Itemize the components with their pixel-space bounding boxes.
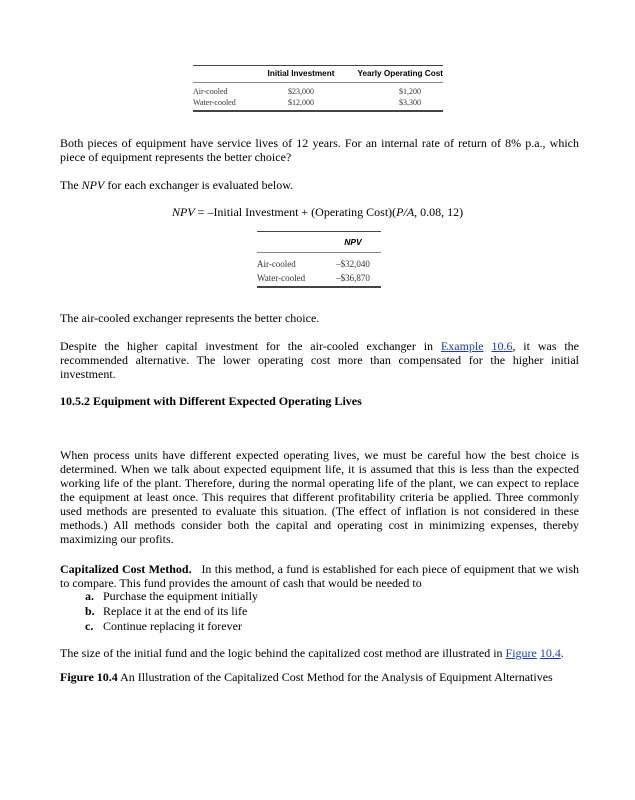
list-marker: b.	[85, 604, 95, 618]
capitalized-cost-title: Capitalized Cost Method.	[60, 562, 192, 576]
fund-post: .	[560, 646, 564, 660]
figure-caption-text: An Illustration of the Capitalized Cost Method for the Analysis of Equipment Alternatives	[117, 670, 553, 684]
table1-cell: $1,200	[399, 87, 421, 96]
npv-equation	[172, 205, 472, 219]
equation-lhs: NPV	[172, 205, 195, 219]
fund-list	[85, 589, 258, 634]
list-item	[85, 619, 258, 634]
fund-pre: The size of the initial fund and the logic behind the capitalized cost method are illustrated in	[60, 646, 506, 660]
table-row	[257, 271, 381, 287]
list-text: Continue replacing it forever	[103, 619, 242, 633]
table1-cell: $12,000	[255, 97, 347, 111]
equation-mid: = –Initial Investment + (Operating Cost)(	[194, 205, 397, 219]
table-row	[193, 83, 443, 98]
intro-paragraph: Both pieces of equipment have service lives of 12 years. For an internal rate of return of 8% p.a., which piece of equipment represents the better choice?	[60, 136, 579, 164]
table1-header-operating: Yearly Operating Cost	[347, 66, 443, 83]
table1-header-investment: Initial Investment	[255, 66, 347, 83]
operating-lives-paragraph: When process units have different expected operating lives, we must be careful how the best choice is determined. When we talk about expected equipment life, it is assumed that this is less than the expected working life of the plant. Therefore, during the normal operating life of the plant, we can expect to replace the equipment at least once. This requires that different profitability criteria be applied. Three commonly used methods are presented to evaluate this situation. (The effect of inflation is not considered in these methods.) All methods consider both the capital and operating cost in minimizing expenses, thereby maximizing our profits.	[60, 448, 579, 546]
npv-intro	[60, 178, 579, 192]
list-marker: a.	[85, 589, 94, 603]
capitalized-cost-paragraph	[60, 562, 579, 590]
table2-cell: Water-cooled	[257, 271, 325, 287]
list-text: Purchase the equipment initially	[103, 589, 258, 603]
figure-label: Figure 10.4	[60, 670, 118, 684]
figure-caption	[60, 670, 579, 684]
example-number-link[interactable]: 10.6	[491, 339, 513, 353]
equation-end: , 0.08, 12)	[414, 205, 464, 219]
fund-paragraph	[60, 646, 579, 660]
section-heading: 10.5.2 Equipment with Different Expected Operating Lives	[60, 394, 362, 408]
table2-cell: Air-cooled	[257, 259, 296, 269]
capitalized-cost-body: In this method, a fund is established for each piece of equipment that we wish to compare. This fund provides the amount of cash that would be needed to	[60, 562, 579, 590]
table1-cell: $23,000	[288, 87, 314, 96]
npv-table	[257, 231, 381, 288]
figure-link[interactable]: Figure	[505, 646, 537, 660]
investment-table	[193, 65, 443, 112]
list-item	[85, 589, 258, 604]
table-row	[193, 97, 443, 111]
table2-cell: –$36,870	[325, 271, 381, 287]
equation-pa: P/A	[396, 205, 415, 219]
table1-cell: $3,300	[347, 97, 443, 111]
example-link[interactable]: Example	[440, 339, 484, 353]
list-marker: c.	[85, 619, 94, 633]
conclusion-paragraph: The air-cooled exchanger represents the better choice.	[60, 311, 320, 325]
table1-cell: Water-cooled	[193, 97, 255, 111]
table2-cell: –$32,040	[336, 259, 370, 269]
figure-number-link[interactable]: 10.4	[539, 646, 561, 660]
npv-post: for each exchanger is evaluated below.	[104, 178, 294, 192]
despite-pre: Despite the higher capital investment for the air-cooled exchanger in	[60, 339, 441, 353]
table1-cell: Air-cooled	[193, 87, 228, 96]
table1-header-blank	[193, 66, 255, 83]
npv-pre: The	[60, 178, 82, 192]
table-row	[257, 253, 381, 272]
despite-paragraph	[60, 339, 579, 381]
list-text: Replace it at the end of its life	[103, 604, 248, 618]
table2-header-npv: NPV	[325, 232, 381, 253]
list-item	[85, 604, 258, 619]
table2-header-blank	[257, 232, 325, 253]
despite-post: , it was the recommended alternative. The lower operating cost more than compensated for the higher initial investment.	[60, 339, 580, 381]
npv-term: NPV	[81, 178, 105, 192]
